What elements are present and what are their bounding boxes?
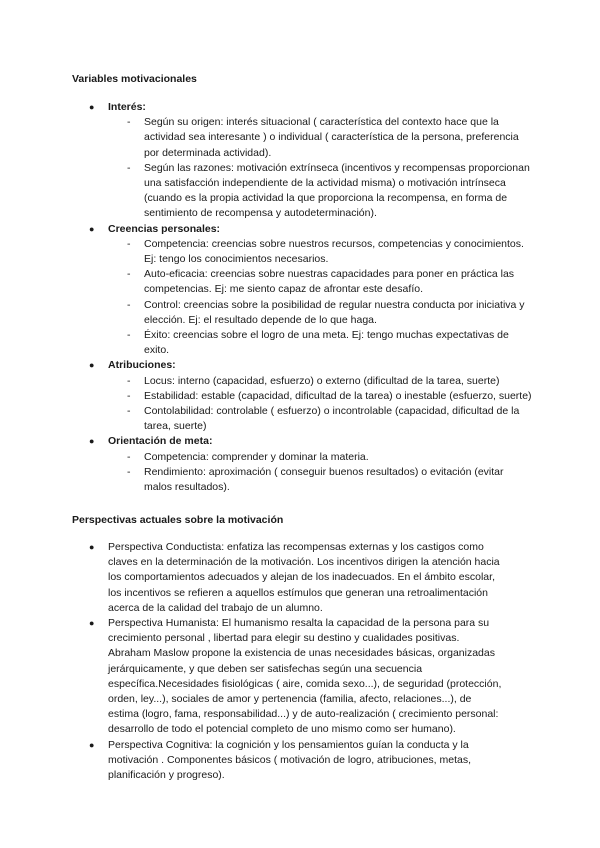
list-item (108, 465, 532, 495)
category-title: Interés: (108, 101, 146, 113)
bullet-icon: ● (89, 360, 95, 371)
section-title-variables: Variables motivacionales (72, 73, 197, 85)
dash-icon: - (127, 116, 131, 129)
sub-list (108, 237, 532, 359)
dash-icon: - (127, 237, 131, 250)
category-item (72, 434, 532, 495)
list-item (72, 738, 502, 784)
list-item (108, 450, 532, 465)
list-item-text: Perspectiva Conductista: enfatiza las recompensas externas y los castigos como claves en la determinación de la motivación. Los incentivos dirigen la atención hacia los comportamientos adecuados y alejan de los inadecuados. En el ámbito escolar, los incentivos se refieren a aquellos estímulos que generan una retroalimentación acerca de la calidad del trabajo de un alumno. (108, 541, 500, 614)
list-item (72, 540, 502, 616)
category-item (72, 222, 532, 359)
list-item-text: Contolabilidad: controlable ( esfuerzo) o incontrolable (capacidad, dificultad de la tarea, suerte) (144, 405, 520, 433)
category-title: Creencias personales: (108, 222, 221, 235)
category-item (72, 358, 532, 434)
list-item (108, 115, 532, 161)
list-item (108, 404, 532, 434)
list-item-text: Control: creencias sobre la posibilidad de regular nuestra conducta por iniciativa y elección. Ej: el resultado depende de lo que haga. (144, 298, 525, 326)
category-title: Atribuciones: (108, 359, 176, 372)
dash-icon: - (127, 329, 131, 342)
dash-icon: - (127, 161, 131, 174)
list-item (108, 237, 532, 267)
bullet-icon: ● (89, 223, 95, 234)
list-item-text: Perspectiva Cognitiva: la cognición y los pensamientos guían la conducta y la motivación . Componentes básicos ( motivación de logro, atribuciones, metas, planificación y progreso). (108, 738, 472, 782)
sub-list (108, 450, 532, 496)
list-item-text: Auto-eficacia: creencias sobre nuestras capacidades para poner en práctica las competencias. Ej: me siento capaz de afrontar este desafío. (144, 268, 515, 296)
list-item-text: Competencia: comprender y dominar la materia. (144, 450, 369, 463)
list-item-text: Estabilidad: estable (capacidad, dificultad de la tarea) o inestable (esfuerzo, suerte) (144, 389, 532, 402)
dash-icon: - (127, 389, 131, 402)
dash-icon: - (127, 450, 131, 463)
dash-icon: - (127, 374, 131, 387)
bullet-icon: ● (89, 739, 95, 750)
list-item (108, 328, 532, 358)
category-item (72, 100, 532, 222)
bullet-icon: ● (89, 618, 95, 629)
list-item-text: Según su origen: interés situacional ( característica del contexto hace que la actividad sea interesante ) o individual ( característica de la persona, preferencia por determinada actividad). (144, 116, 519, 159)
dash-icon: - (127, 298, 131, 311)
list-item (108, 374, 532, 389)
list-item-text: Perspectiva Humanista: El humanismo resalta la capacidad de la persona para su crecimiento personal , libertad para elegir su destino y cualidades positivas. Abraham Maslow propone la existencia de unas necesidades básicas, organizadas jerárquicamente, y que deben ser satisfechas según una secuencia específica.Necesidades fisiológicas ( aire, comida sexo...), de seguridad (protección, orden, ley...), sociales de amor y pertenencia (familia, afecto, relaciones...), de estima (logro, fama, responsabilidad...) y de auto-realización ( crecimiento personal: desarrollo de todo el potencial completo de uno mismo como ser humano). (108, 617, 502, 736)
list-item (108, 389, 532, 404)
list-item-text: Rendimiento: aproximación ( conseguir buenos resultados) o evitación (evitar malos resultados). (144, 465, 504, 494)
sub-list (108, 115, 532, 221)
list-item-text: Según las razones: motivación extrínseca (incentivos y recompensas proporcionan una satisfacción independiente de la actividad misma) o motivación intrínseca (cuando es la propia actividad la que proporciona la recompensa, en forma de sentimiento de recompensa y autodeterminación). (144, 161, 530, 220)
bullet-icon: ● (89, 102, 95, 112)
list-item-text: Locus: interno (capacidad, esfuerzo) o externo (dificultad de la tarea, suerte) (144, 374, 500, 387)
list-item-text: Competencia: creencias sobre nuestros recursos, competencias y conocimientos. Ej: tengo los conocimientos necesarios. (144, 237, 524, 266)
sub-list (108, 374, 532, 435)
category-title: Orientación de meta: (108, 435, 213, 448)
dash-icon: - (127, 268, 131, 281)
list-item (72, 616, 502, 738)
bullet-icon: ● (89, 436, 95, 447)
category-list (72, 100, 532, 495)
list-item (108, 161, 532, 222)
section-title-perspectivas: Perspectivas actuales sobre la motivación (72, 514, 284, 526)
list-item (108, 267, 532, 297)
dash-icon: - (127, 405, 131, 418)
bullet-icon: ● (89, 542, 95, 552)
perspectives-list (72, 540, 502, 783)
dash-icon: - (127, 465, 131, 478)
list-item (108, 298, 532, 328)
list-item-text: Éxito: creencias sobre el logro de una meta. Ej: tengo muchas expectativas de exito. (144, 329, 509, 357)
